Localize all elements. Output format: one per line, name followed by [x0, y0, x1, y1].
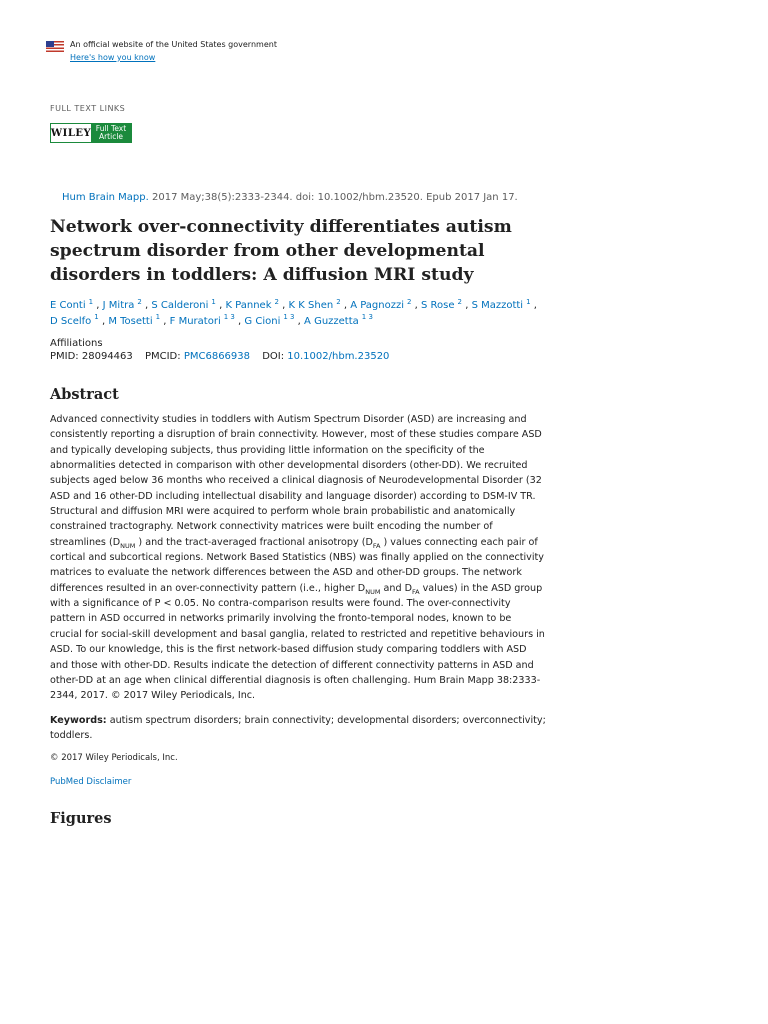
keywords-text: autism spectrum disorders; brain connectivity; developmental disorders; overconnectivity; toddlers. [50, 715, 546, 742]
author-affiliation-number[interactable]: 1 [155, 313, 161, 322]
author-name[interactable]: K K Shen [288, 300, 334, 311]
full-text-article-label [91, 124, 131, 142]
keywords [50, 713, 546, 744]
affiliations-toggle[interactable]: Affiliations [50, 338, 103, 349]
abstract-part: values) in the ASD group with a significance of P < 0.05. No contra-comparison results were found. The over-connectivity pattern in ASD occurred in networks primarily involving the fronto-temporal nodes, known to be crucial for social-skill development and basal ganglia, related to restricted and repetitive behaviours in ASD. To our knowledge, this is the first network-based diffusion study comparing toddlers with ASD and those with other-DD. Results indicate the detection of different connectivity patterns in ASD and other-DD at an age when clinical differential diagnosis is often challenging. Hum Brain Mapp 38:2333-2344, 2017. © 2017 Wiley Periodicals, Inc. [50, 582, 545, 702]
subscript-fa: FA [411, 587, 420, 596]
full-text-links-label: FULL TEXT LINKS [50, 104, 126, 113]
author-affiliation-number[interactable]: 2 [274, 297, 279, 306]
author-link[interactable] [225, 297, 279, 311]
subscript-num: NUM [120, 541, 136, 550]
wiley-logo: WILEY [51, 124, 91, 142]
author-link[interactable] [421, 297, 463, 311]
citation [62, 192, 518, 203]
abstract-heading: Abstract [50, 386, 119, 403]
author-affiliation-number[interactable]: 1 [211, 297, 216, 306]
author-affiliation-number[interactable]: 2 [457, 297, 463, 306]
doi-label: DOI: [262, 351, 285, 362]
article-title: Network over-connectivity differentiates autism spectrum disorder from other developmental disorders in toddlers: A diffusion MRI study [50, 217, 512, 285]
author-link[interactable] [102, 297, 142, 311]
author-name[interactable]: A Pagnozzi [350, 300, 405, 311]
pmid-value: 28094463 [81, 351, 133, 362]
pmcid-link[interactable]: PMC6866938 [183, 351, 251, 362]
wiley-full-text-button[interactable] [50, 123, 132, 143]
author-affiliation-number[interactable]: 2 [407, 297, 412, 306]
doi-link[interactable]: 10.1002/hbm.23520 [287, 351, 390, 362]
abstract-part: ) and the tract-averaged fractional anisotropy (D [135, 536, 373, 548]
author-link[interactable] [471, 297, 531, 311]
author-name[interactable]: D Scelfo [50, 315, 92, 327]
author-link[interactable] [50, 297, 94, 311]
abstract-part: Advanced connectivity studies in toddlers with Autism Spectrum Disorder (ASD) are increasing and consistently reporting a disruption of brain connectivity. However, most of these studies compare ASD and typically developing subjects, thus providing little information on the specificity of the abnormalities detected in comparison with other developmental disorders (other-DD). We recruited subjects aged below 36 months who received a clinical diagnosis of Neurodevelopmental Disorder (32 ASD and 16 other-DD including intellectual disability and language disorder) according to DSM-IV TR. Structural and diffusion MRI were acquired to perform whole brain probabilistic and anatomically constrained tractography. Network connectivity matrices were built encoding the number of streamlines (D [50, 414, 542, 548]
author-affiliation-number[interactable]: 1 [526, 297, 531, 306]
author-name[interactable]: K Pannek [225, 300, 272, 311]
gov-banner-text: An official website of the United States government [70, 40, 277, 49]
author-name[interactable]: F Muratori [169, 315, 221, 327]
author-link[interactable] [244, 313, 295, 327]
author-name[interactable]: J Mitra [102, 300, 135, 311]
author-link[interactable] [350, 297, 412, 311]
author-name[interactable]: A Guzzetta [304, 315, 359, 327]
copyright: © 2017 Wiley Periodicals, Inc. [50, 753, 178, 763]
subscript-fa: FA [372, 541, 381, 550]
keywords-label: Keywords: [50, 715, 107, 726]
author-name[interactable]: S Rose [421, 300, 455, 311]
author-link[interactable] [151, 297, 216, 311]
author-link[interactable] [288, 297, 341, 311]
author-name[interactable]: G Cioni [244, 315, 281, 327]
author-affiliation-number[interactable]: 2 [137, 297, 142, 306]
author-affiliation-number[interactable]: 1 [94, 313, 99, 322]
author-affiliation-number[interactable]: 1 3 [223, 313, 235, 322]
author-list: E Conti $^1$ , J Mitra $^2$ , S Calderoni $^1$ , K Pannek $^2$ , K K Shen $^2$ , A Pagnozzi $^2$ , S Rose $^2$ , S Mazzotti $^1$ , D Scelfo $^1$ , M Tosetti $^1$ , F Muratori $^{1 3}$ , G Cioni $^{1 3}$ , A Guzzetta $^{1 3}$ [50, 297, 537, 327]
pubmed-disclaimer-link[interactable]: PubMed Disclaimer [50, 777, 132, 787]
author-name[interactable]: M Tosetti [108, 315, 153, 327]
abstract-part: ) values connecting each pair of cortical and subcortical regions. Network Based Statistics (NBS) was finally applied on the connectivity matrices to evaluate the network differences between the ASD and other-DD groups. The network differences resulted in an over-connectivity pattern (i.e., higher D [50, 536, 544, 594]
author-name[interactable]: S Calderoni [151, 300, 209, 311]
full-text-line: Full Text [95, 124, 127, 133]
author-link[interactable] [50, 313, 99, 327]
author-affiliation-number[interactable]: 1 3 [283, 313, 295, 322]
heres-how-you-know-link[interactable]: Here's how you know [70, 53, 156, 62]
pmid-label: PMID: [50, 351, 79, 362]
abstract-text [50, 412, 546, 704]
abstract-part: and D [380, 582, 412, 594]
article-identifiers [50, 351, 389, 362]
pmcid-label: PMCID: [144, 351, 181, 362]
author-affiliation-number[interactable]: 1 3 [361, 313, 373, 322]
author-link[interactable] [108, 313, 161, 327]
citation-details: 2017 May;38(5):2333-2344. doi: 10.1002/hbm.23520. Epub 2017 Jan 17. [148, 192, 518, 203]
figures-heading: Figures [50, 810, 112, 827]
us-flag-icon [46, 41, 64, 52]
author-link[interactable] [304, 313, 373, 327]
subscript-num: NUM [365, 587, 381, 596]
author-affiliation-number[interactable]: 2 [336, 297, 341, 306]
author-affiliation-number[interactable]: 1 [88, 297, 94, 306]
article-line: Article [98, 132, 124, 141]
author-name[interactable]: S Mazzotti [471, 300, 524, 311]
author-link[interactable] [169, 313, 235, 327]
journal-link[interactable]: Hum Brain Mapp. [62, 192, 149, 203]
author-name[interactable]: E Conti [50, 300, 86, 311]
